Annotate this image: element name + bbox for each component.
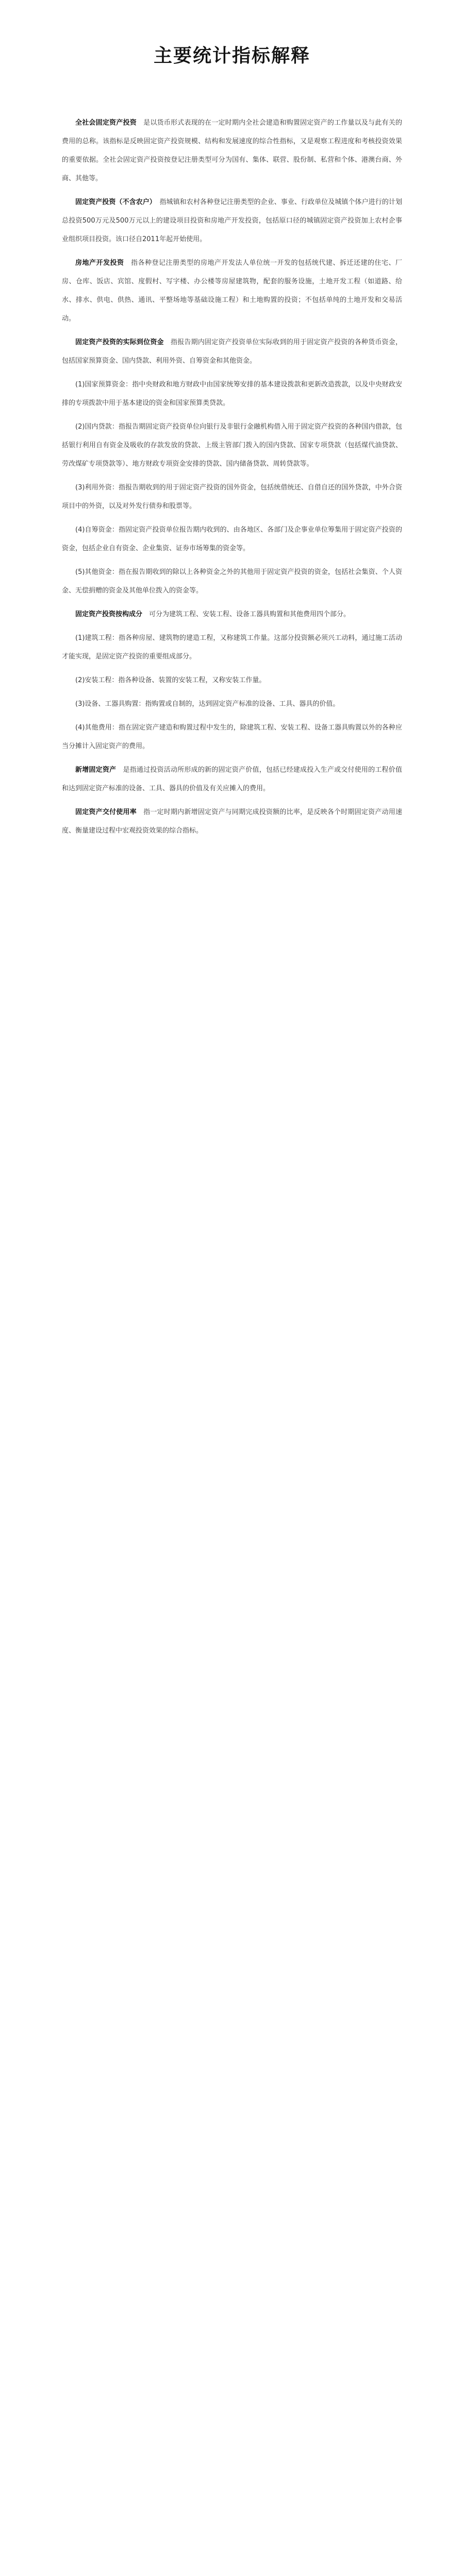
paragraph-text: (3)设备、工器具购置：指购置或自制的，达到固定资产标准的设备、工具、器具的价值。	[75, 700, 340, 708]
paragraph-text: 指各种登记注册类型的房地产开发法人单位统一开发的包括统代建、拆迁还建的住宅、厂房、仓库、饭店、宾馆、度假村、写字楼、办公楼等房屋建筑物，配套的服务设施，土地开发工程（如道路、给水、排水、供电、供热、通讯、平整场地等基础设施工程）和土地购置的投资；不包括单纯的土地开发和交易活动。	[62, 259, 402, 323]
term-heading: 新增固定资产	[75, 766, 117, 774]
paragraph-text: 指一定时期内新增固定资产与同期完成投资额的比率，是反映各个时期固定资产动用速度、衡量建设过程中宏观投资效果的综合指标。	[62, 808, 402, 835]
paragraph	[62, 671, 402, 690]
paragraph-text: 是指通过投资活动所形成的新的固定资产价值，包括已经建成投入生产或交付使用的工程价值和达到固定资产标准的设备、工具、器具的价值及有关应摊入的费用。	[62, 766, 402, 792]
paragraph-text: (2)国内贷款：指报告期固定资产投资单位向银行及非银行金融机构借入用于固定资产投资的各种国内借款，包括银行利用自有资金及吸收的存款发放的贷款、上级主管部门拨入的国内贷款、国家专项贷款（包括煤代油贷款、劳改煤矿专项贷款等）、地方财政专项资金安排的贷款、国内储备贷款、周转贷款等。	[62, 423, 402, 468]
paragraph-text: (1)建筑工程：指各种房屋、建筑物的建造工程，又称建筑工作量。这部分投资额必须兴工动料，通过施工活动才能实现，是固定资产投资的重要组成部分。	[62, 634, 402, 660]
paragraph-text: (5)其他资金：指在报告期收到的除以上各种资金之外的其他用于固定资产投资的资金，包括社会集资、个人资金、无偿捐赠的资金及其他单位拨入的资金等。	[62, 568, 402, 595]
paragraph	[62, 605, 402, 624]
paragraph-text: (4)自筹资金：指固定资产投资单位报告期内收到的、由各地区、各部门及企事业单位筹集用于固定资产投资的资金，包括企业自有资金、企业集资、证券市场筹集的资金等。	[62, 526, 402, 552]
paragraph-text: (4)其他费用：指在固定资产建造和购置过程中发生的，除建筑工程、安装工程、设备工器具购置以外的各种应当分摊计入固定资产的费用。	[62, 724, 402, 750]
paragraph-text: (1)国家预算资金：指中央财政和地方财政中由国家统筹安排的基本建设拨款和更新改造拨款，以及中央财政安排的专项拨款中用于基本建设的资金和国家预算类贷款。	[62, 381, 402, 407]
paragraph-text: (2)安装工程：指各种设备、装置的安装工程，又称安装工作量。	[75, 676, 266, 684]
paragraph	[62, 695, 402, 714]
paragraph	[62, 254, 402, 328]
term-heading: 房地产开发投资	[75, 259, 124, 267]
term-heading: 固定资产投资的实际到位资金	[75, 338, 164, 346]
paragraph	[62, 418, 402, 473]
paragraph	[62, 114, 402, 188]
term-heading: 固定资产投资（不含农户）	[75, 198, 153, 206]
paragraph	[62, 761, 402, 798]
paragraph-text: 可分为建筑工程、安装工程、设备工器具购置和其他费用四个部分。	[149, 611, 351, 618]
term-heading: 全社会固定资产投资	[75, 119, 137, 127]
paragraph-text: (3)利用外资：指报告期收到的用于固定资产投资的国外资金，包括统借统还、自借自还的国外贷款，中外合资项目中的外资，以及对外发行债券和股票等。	[62, 484, 402, 510]
page-title: 主要统计指标解释	[153, 45, 310, 66]
paragraph	[62, 521, 402, 558]
paragraph-text: 指报告期内固定资产投资单位实际收到的用于固定资产投资的各种货币资金，包括国家预算资金、国内贷款、利用外资、自筹资金和其他资金。	[62, 338, 402, 365]
paragraph	[62, 479, 402, 516]
paragraph	[62, 376, 402, 413]
document-body	[62, 114, 402, 840]
paragraph	[62, 333, 402, 370]
paragraph-text: 是以货币形式表现的在一定时期内全社会建造和购置固定资产的工作量以及与此有关的费用的总称。该指标是反映固定资产投资规模、结构和发展速度的综合性指标，又是观察工程进度和考核投资效果的重要依据。全社会固定资产投资按登记注册类型可分为国有、集体、联营、股份制、私营和个体、港澳台商、外商、其他等。	[62, 119, 402, 182]
paragraph	[62, 719, 402, 756]
paragraph-text: 指城镇和农村各种登记注册类型的企业、事业、行政单位及城镇个体户进行的计划总投资500万元及500万元以上的建设项目投资和房地产开发投资，包括原口径的城镇固定资产投资加上农村企事业组织项目投资。该口径自2011年起开始使用。	[62, 198, 402, 243]
term-heading: 固定资产交付使用率	[75, 808, 137, 816]
paragraph	[62, 803, 402, 840]
paragraph	[62, 629, 402, 666]
term-heading: 固定资产投资按构成分	[75, 611, 143, 618]
paragraph	[62, 563, 402, 600]
paragraph	[62, 193, 402, 249]
